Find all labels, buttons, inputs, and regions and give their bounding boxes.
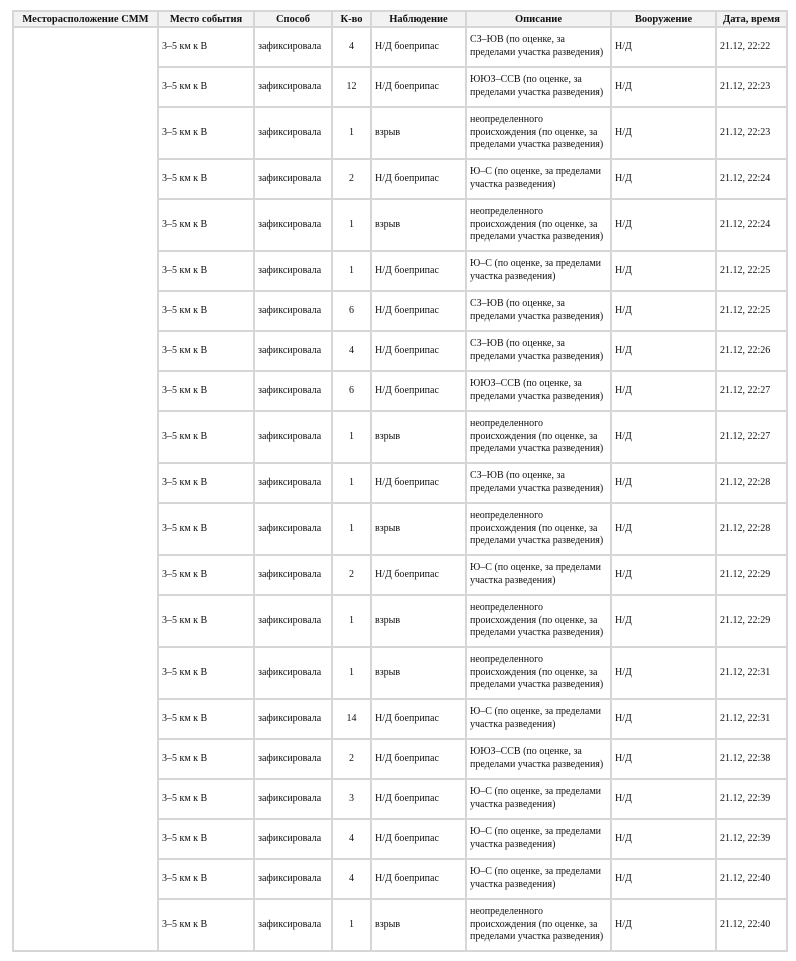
observation-cell: взрыв	[372, 900, 465, 950]
datetime-cell: 21.12, 22:24	[717, 160, 786, 198]
table-header	[14, 12, 786, 26]
method-cell: зафиксировала	[255, 596, 331, 646]
weapon-cell: Н/Д	[612, 820, 715, 858]
event-place-cell: 3–5 км к В	[159, 596, 253, 646]
quantity-cell: 1	[333, 648, 370, 698]
description-cell: СЗ–ЮВ (по оценке, за пределами участка разведения)	[467, 332, 610, 370]
header-observation: Наблюдение	[372, 12, 465, 26]
weapon-cell: Н/Д	[612, 332, 715, 370]
quantity-cell: 1	[333, 464, 370, 502]
observation-cell: Н/Д боеприпас	[372, 464, 465, 502]
method-cell: зафиксировала	[255, 740, 331, 778]
event-place-cell: 3–5 км к В	[159, 332, 253, 370]
weapon-cell: Н/Д	[612, 556, 715, 594]
event-place-cell: 3–5 км к В	[159, 740, 253, 778]
header-smm-location: Месторасположение СММ	[14, 12, 157, 26]
weapon-cell: Н/Д	[612, 464, 715, 502]
observation-cell: Н/Д боеприпас	[372, 780, 465, 818]
quantity-cell: 6	[333, 292, 370, 330]
description-cell: Ю–С (по оценке, за пределами участка разведения)	[467, 252, 610, 290]
event-place-cell: 3–5 км к В	[159, 292, 253, 330]
datetime-cell: 21.12, 22:24	[717, 200, 786, 250]
quantity-cell: 1	[333, 252, 370, 290]
datetime-cell: 21.12, 22:26	[717, 332, 786, 370]
method-cell: зафиксировала	[255, 108, 331, 158]
description-cell: СЗ–ЮВ (по оценке, за пределами участка разведения)	[467, 28, 610, 66]
datetime-cell: 21.12, 22:27	[717, 412, 786, 462]
quantity-cell: 3	[333, 780, 370, 818]
event-place-cell: 3–5 км к В	[159, 648, 253, 698]
method-cell: зафиксировала	[255, 160, 331, 198]
datetime-cell: 21.12, 22:28	[717, 504, 786, 554]
table-body	[14, 28, 786, 950]
datetime-cell: 21.12, 22:29	[717, 596, 786, 646]
method-cell: зафиксировала	[255, 200, 331, 250]
description-cell: неопределенного происхождения (по оценке, за пределами участка разведения)	[467, 900, 610, 950]
method-cell: зафиксировала	[255, 68, 331, 106]
observation-cell: взрыв	[372, 596, 465, 646]
method-cell: зафиксировала	[255, 860, 331, 898]
observation-cell: Н/Д боеприпас	[372, 740, 465, 778]
event-place-cell: 3–5 км к В	[159, 820, 253, 858]
weapon-cell: Н/Д	[612, 292, 715, 330]
event-place-cell: 3–5 км к В	[159, 504, 253, 554]
datetime-cell: 21.12, 22:22	[717, 28, 786, 66]
quantity-cell: 1	[333, 200, 370, 250]
datetime-cell: 21.12, 22:38	[717, 740, 786, 778]
method-cell: зафиксировала	[255, 464, 331, 502]
method-cell: зафиксировала	[255, 700, 331, 738]
method-cell: зафиксировала	[255, 820, 331, 858]
observation-table	[12, 10, 788, 952]
method-cell: зафиксировала	[255, 28, 331, 66]
method-cell: зафиксировала	[255, 372, 331, 410]
method-cell: зафиксировала	[255, 504, 331, 554]
weapon-cell: Н/Д	[612, 700, 715, 738]
datetime-cell: 21.12, 22:23	[717, 108, 786, 158]
weapon-cell: Н/Д	[612, 412, 715, 462]
observation-cell: Н/Д боеприпас	[372, 372, 465, 410]
observation-cell: Н/Д боеприпас	[372, 820, 465, 858]
method-cell: зафиксировала	[255, 648, 331, 698]
quantity-cell: 4	[333, 28, 370, 66]
header-method: Способ	[255, 12, 331, 26]
table-row	[14, 28, 786, 66]
quantity-cell: 4	[333, 820, 370, 858]
description-cell: ЮЮЗ–ССВ (по оценке, за пределами участка разведения)	[467, 372, 610, 410]
observation-cell: Н/Д боеприпас	[372, 292, 465, 330]
event-place-cell: 3–5 км к В	[159, 700, 253, 738]
method-cell: зафиксировала	[255, 556, 331, 594]
event-place-cell: 3–5 км к В	[159, 68, 253, 106]
event-place-cell: 3–5 км к В	[159, 108, 253, 158]
observation-cell: Н/Д боеприпас	[372, 860, 465, 898]
datetime-cell: 21.12, 22:39	[717, 820, 786, 858]
description-cell: Ю–С (по оценке, за пределами участка разведения)	[467, 820, 610, 858]
header-event-place: Место события	[159, 12, 253, 26]
description-cell: Ю–С (по оценке, за пределами участка разведения)	[467, 860, 610, 898]
description-cell: Ю–С (по оценке, за пределами участка разведения)	[467, 700, 610, 738]
method-cell: зафиксировала	[255, 332, 331, 370]
weapon-cell: Н/Д	[612, 596, 715, 646]
quantity-cell: 1	[333, 504, 370, 554]
datetime-cell: 21.12, 22:29	[717, 556, 786, 594]
weapon-cell: Н/Д	[612, 108, 715, 158]
method-cell: зафиксировала	[255, 292, 331, 330]
datetime-cell: 21.12, 22:28	[717, 464, 786, 502]
weapon-cell: Н/Д	[612, 372, 715, 410]
observation-cell: взрыв	[372, 200, 465, 250]
observation-cell: Н/Д боеприпас	[372, 28, 465, 66]
datetime-cell: 21.12, 22:25	[717, 292, 786, 330]
observation-cell: Н/Д боеприпас	[372, 68, 465, 106]
weapon-cell: Н/Д	[612, 252, 715, 290]
observation-cell: Н/Д боеприпас	[372, 700, 465, 738]
event-place-cell: 3–5 км к В	[159, 556, 253, 594]
datetime-cell: 21.12, 22:23	[717, 68, 786, 106]
observation-cell: Н/Д боеприпас	[372, 332, 465, 370]
datetime-cell: 21.12, 22:31	[717, 648, 786, 698]
quantity-cell: 1	[333, 412, 370, 462]
method-cell: зафиксировала	[255, 412, 331, 462]
weapon-cell: Н/Д	[612, 648, 715, 698]
datetime-cell: 21.12, 22:27	[717, 372, 786, 410]
weapon-cell: Н/Д	[612, 860, 715, 898]
observation-cell: взрыв	[372, 108, 465, 158]
method-cell: зафиксировала	[255, 252, 331, 290]
quantity-cell: 14	[333, 700, 370, 738]
method-cell: зафиксировала	[255, 900, 331, 950]
weapon-cell: Н/Д	[612, 28, 715, 66]
weapon-cell: Н/Д	[612, 780, 715, 818]
observation-cell: взрыв	[372, 504, 465, 554]
event-place-cell: 3–5 км к В	[159, 900, 253, 950]
method-cell: зафиксировала	[255, 780, 331, 818]
quantity-cell: 1	[333, 596, 370, 646]
quantity-cell: 1	[333, 900, 370, 950]
description-cell: неопределенного происхождения (по оценке, за пределами участка разведения)	[467, 200, 610, 250]
weapon-cell: Н/Д	[612, 68, 715, 106]
event-place-cell: 3–5 км к В	[159, 200, 253, 250]
header-quantity: К-во	[333, 12, 370, 26]
description-cell: Ю–С (по оценке, за пределами участка разведения)	[467, 556, 610, 594]
weapon-cell: Н/Д	[612, 504, 715, 554]
weapon-cell: Н/Д	[612, 160, 715, 198]
event-place-cell: 3–5 км к В	[159, 160, 253, 198]
quantity-cell: 6	[333, 372, 370, 410]
quantity-cell: 2	[333, 556, 370, 594]
weapon-cell: Н/Д	[612, 900, 715, 950]
quantity-cell: 2	[333, 740, 370, 778]
description-cell: неопределенного происхождения (по оценке, за пределами участка разведения)	[467, 648, 610, 698]
description-cell: неопределенного происхождения (по оценке, за пределами участка разведения)	[467, 412, 610, 462]
description-cell: СЗ–ЮВ (по оценке, за пределами участка разведения)	[467, 464, 610, 502]
datetime-cell: 21.12, 22:39	[717, 780, 786, 818]
quantity-cell: 1	[333, 108, 370, 158]
datetime-cell: 21.12, 22:40	[717, 860, 786, 898]
event-place-cell: 3–5 км к В	[159, 464, 253, 502]
description-cell: ЮЮЗ–ССВ (по оценке, за пределами участка разведения)	[467, 740, 610, 778]
description-cell: неопределенного происхождения (по оценке, за пределами участка разведения)	[467, 504, 610, 554]
event-place-cell: 3–5 км к В	[159, 252, 253, 290]
observation-cell: взрыв	[372, 412, 465, 462]
event-place-cell: 3–5 км к В	[159, 412, 253, 462]
description-cell: неопределенного происхождения (по оценке, за пределами участка разведения)	[467, 108, 610, 158]
header-description: Описание	[467, 12, 610, 26]
report-table-container	[12, 10, 788, 952]
smm-location-cell	[14, 28, 157, 950]
datetime-cell: 21.12, 22:40	[717, 900, 786, 950]
header-row	[14, 12, 786, 26]
description-cell: СЗ–ЮВ (по оценке, за пределами участка разведения)	[467, 292, 610, 330]
header-datetime: Дата, время	[717, 12, 786, 26]
description-cell: Ю–С (по оценке, за пределами участка разведения)	[467, 780, 610, 818]
event-place-cell: 3–5 км к В	[159, 780, 253, 818]
quantity-cell: 2	[333, 160, 370, 198]
observation-cell: Н/Д боеприпас	[372, 556, 465, 594]
quantity-cell: 4	[333, 860, 370, 898]
quantity-cell: 4	[333, 332, 370, 370]
event-place-cell: 3–5 км к В	[159, 28, 253, 66]
datetime-cell: 21.12, 22:25	[717, 252, 786, 290]
observation-cell: Н/Д боеприпас	[372, 160, 465, 198]
event-place-cell: 3–5 км к В	[159, 860, 253, 898]
weapon-cell: Н/Д	[612, 200, 715, 250]
description-cell: Ю–С (по оценке, за пределами участка разведения)	[467, 160, 610, 198]
observation-cell: взрыв	[372, 648, 465, 698]
weapon-cell: Н/Д	[612, 740, 715, 778]
description-cell: ЮЮЗ–ССВ (по оценке, за пределами участка разведения)	[467, 68, 610, 106]
description-cell: неопределенного происхождения (по оценке, за пределами участка разведения)	[467, 596, 610, 646]
event-place-cell: 3–5 км к В	[159, 372, 253, 410]
datetime-cell: 21.12, 22:31	[717, 700, 786, 738]
quantity-cell: 12	[333, 68, 370, 106]
observation-cell: Н/Д боеприпас	[372, 252, 465, 290]
header-weapon: Вооружение	[612, 12, 715, 26]
